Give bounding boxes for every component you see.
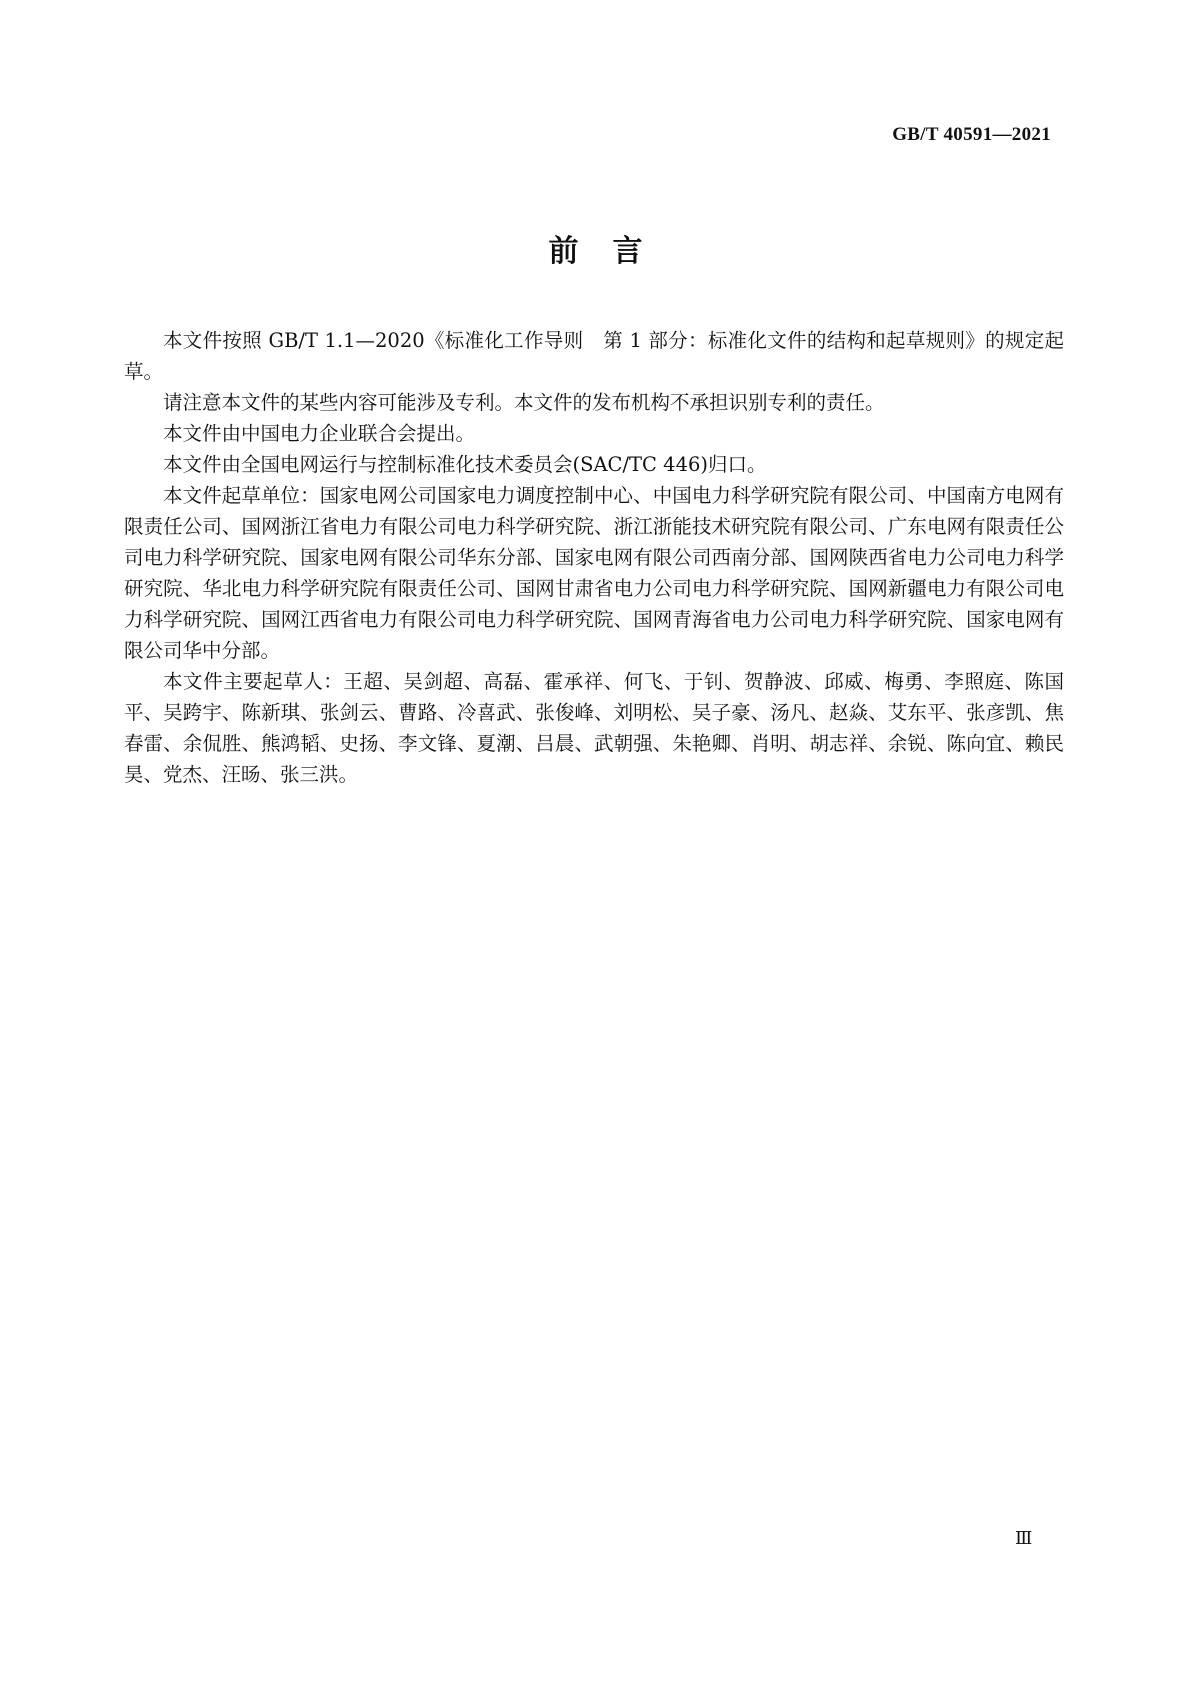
page-number: Ⅲ bbox=[1015, 1528, 1033, 1548]
document-code: GB/T 40591—2021 bbox=[892, 124, 1051, 145]
page-title: 前言 bbox=[548, 234, 677, 269]
paragraph-drafting-units: 本文件起草单位：国家电网公司国家电力调度控制中心、中国电力科学研究院有限公司、中国南方电网有限责任公司、国网浙江省电力有限公司电力科学研究院、浙江浙能技术研究院有限公司、广东电网有限责任公司电力科学研究院、国家电网有限公司华东分部、国家电网有限公司西南分部、国网陕西省电力公司电力科学研究院、华北电力科学研究院有限责任公司、国网甘肃省电力公司电力科学研究院、国网新疆电力有限公司电力科学研究院、国网江西省电力有限公司电力科学研究院、国网青海省电力公司电力科学研究院、国家电网有限公司华中分部。 bbox=[124, 484, 1064, 662]
paragraph-proposer: 本文件由中国电力企业联合会提出。 bbox=[163, 422, 476, 445]
paragraph-drafters: 本文件主要起草人：王超、吴剑超、高磊、霍承祥、何飞、于钊、贺静波、邱威、梅勇、李照庭、陈国平、吴跨宇、陈新琪、张剑云、曹路、冷喜武、张俊峰、刘明松、吴子豪、汤凡、赵焱、艾东平、张彦凯、焦春雷、余侃胜、熊鸿韬、史扬、李文锋、夏潮、吕晨、武朝强、朱艳卿、肖明、胡志祥、余锐、陈向宜、赖民昊、党杰、汪旸、张三洪。 bbox=[124, 670, 1064, 786]
paragraph-patent-notice: 请注意本文件的某些内容可能涉及专利。本文件的发布机构不承担识别专利的责任。 bbox=[163, 391, 885, 414]
paragraph-committee: 本文件由全国电网运行与控制标准化技术委员会(SAC/TC 446)归口。 bbox=[163, 453, 767, 476]
foreword-body bbox=[124, 325, 1064, 790]
paragraph-drafting-rules: 本文件按照 GB/T 1.1—2020《标准化工作导则 第 1 部分：标准化文件的结构和起草规则》的规定起草。 bbox=[124, 329, 1064, 383]
